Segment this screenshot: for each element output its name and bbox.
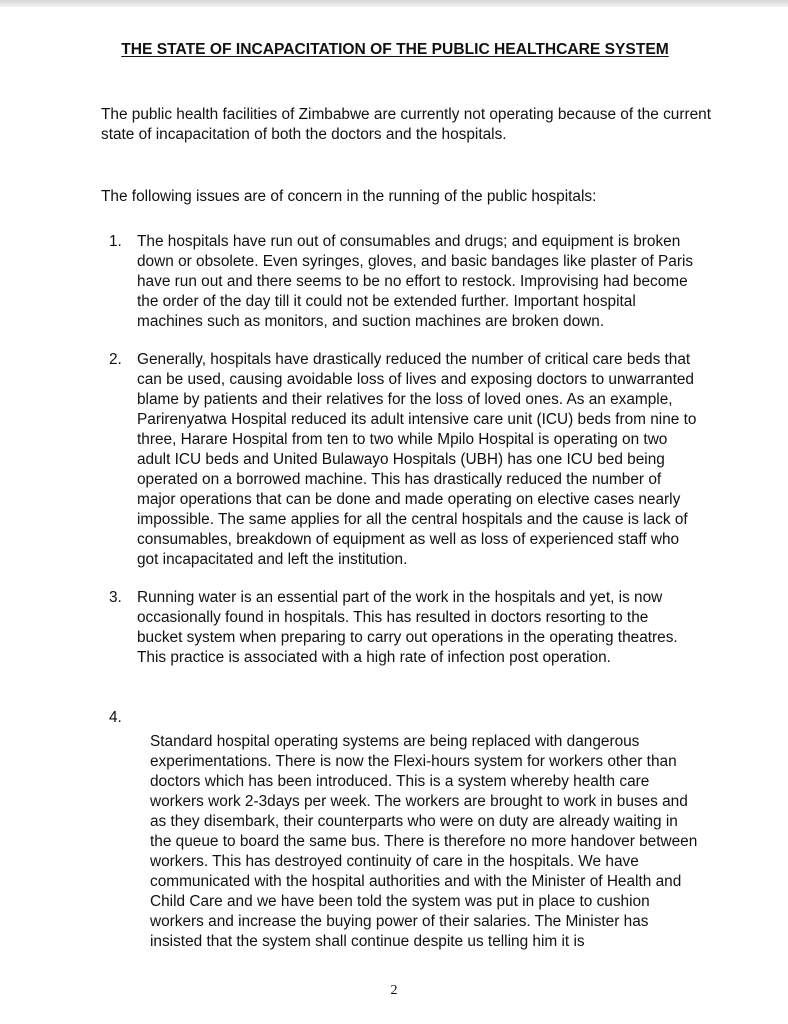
document-title: THE STATE OF INCAPACITATION OF THE PUBLIC HEALTHCARE SYSTEM <box>121 41 669 58</box>
list-item-text: The hospitals have run out of consumables and drugs; and equipment is broken down or obsolete. Even syringes, gloves, and basic bandages like plaster of Paris have run out and there seems to be no effort to restock. Improvising had become the order of the day till it could not be extended further. Important hospital machines such as monitors, and suction machines are broken down. <box>137 233 694 330</box>
list-item-number: 3. <box>109 589 122 606</box>
list-item-number: 4. <box>109 709 122 726</box>
intro-paragraph: The public health facilities of Zimbabwe are currently not operating because of the current state of incapacitation of both the doctors and the hospitals. <box>101 106 711 143</box>
list-item-text: Generally, hospitals have drastically reduced the number of critical care beds that can be used, causing avoidable loss of lives and exposing doctors to unwarranted blame by patients and their relatives for the loss of loved ones. As an example, Parirenyatwa Hospital reduced its adult intensive care unit (ICU) beds from nine to three, Harare Hospital from ten to two while Mpilo Hospital is operating on two adult ICU beds and United Bulawayo Hospitals (UBH) has one ICU bed being operated on a borrowed machine. This has drastically reduced the number of major operations that can be done and made operating on elective cases nearly impossible. The same applies for all the central hospitals and the cause is lack of consumables, breakdown of equipment as well as loss of experienced staff who got incapacitated and left the institution. <box>137 351 697 568</box>
list-item-number: 2. <box>109 351 122 368</box>
list-item-number: 1. <box>109 233 122 250</box>
list-item-text: Standard hospital operating systems are being replaced with dangerous experimentations. There is now the Flexi-hours system for workers other than doctors which has been introduced. This is a system whereby health care workers work 2-3days per week. The workers are brought to work in buses and as they disembark, their counterparts who were on duty are already waiting in the queue to board the same bus. There is therefore no more handover between workers. This has destroyed continuity of care in the hospitals. We have communicated with the hospital authorities and with the Minister of Health and Child Care and we have been told the system was put in place to cushion workers and increase the buying power of their salaries. The Minister has insisted that the system shall continue despite us telling him it is <box>150 733 698 950</box>
page-number: 2 <box>390 983 398 998</box>
list-item-text: Running water is an essential part of the work in the hospitals and yet, is now occasionally found in hospitals. This has resulted in doctors resorting to the bucket system when preparing to carry out operations in the operating theatres. This practice is associated with a high rate of infection post operation. <box>137 589 678 666</box>
lead-paragraph: The following issues are of concern in the running of the public hospitals: <box>101 188 597 205</box>
